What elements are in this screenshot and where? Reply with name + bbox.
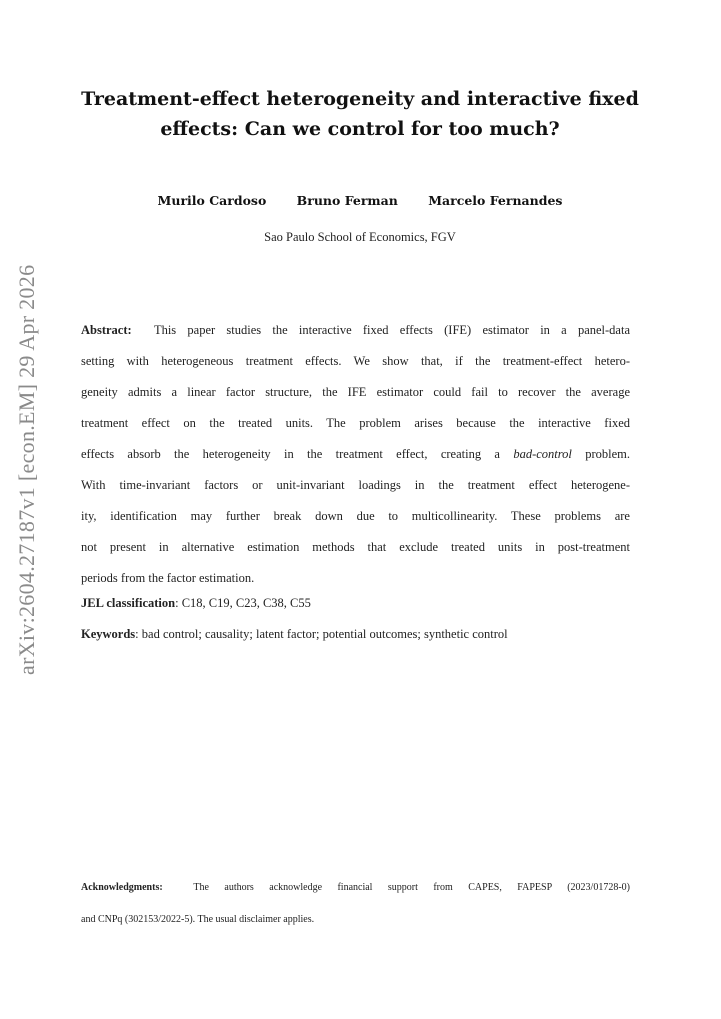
abstract-line (81, 315, 630, 346)
acknowledgments-label: Acknowledgments: (81, 882, 163, 893)
abstract-line: not present in alternative estimation methods that exclude treated units in post-treatment (81, 540, 630, 554)
abstract-label: Abstract: (81, 323, 132, 337)
abstract-line: periods from the factor estimation. (81, 571, 255, 585)
acknowledgments-line (81, 872, 630, 904)
abstract-line: geneity admits a linear factor structure, the IFE estimator could fail to recover the average (81, 385, 630, 399)
abstract-line: ity, identification may further break down due to multicollinearity. These problems are (81, 509, 630, 523)
author-list (60, 193, 660, 208)
paper-title (60, 84, 660, 144)
abstract-text: effects absorb the heterogeneity in the treatment effect, creating a (81, 447, 500, 461)
keywords (81, 627, 508, 642)
keywords-label: Keywords (81, 627, 136, 641)
title-line-1: Treatment-effect heterogeneity and interactive fixed (81, 88, 639, 110)
title-line-2: effects: Can we control for too much? (160, 118, 560, 140)
acknowledgments-text: The authors acknowledge financial support from CAPES, FAPESP (2023/01728-0) (193, 882, 630, 893)
abstract-text: problem. (585, 447, 630, 461)
abstract-text: This paper studies the interactive fixed effects (IFE) estimator in a panel-data (153, 323, 630, 337)
acknowledgments (81, 872, 630, 936)
acknowledgments-line: and CNPq (302153/2022-5). The usual disclaimer applies. (81, 914, 315, 925)
jel-label: JEL classification (81, 596, 176, 610)
arxiv-identifier-stamp: arXiv:2604.27187v1 [econ.EM] 29 Apr 2026 (14, 264, 39, 675)
affiliation: Sao Paulo School of Economics, FGV (264, 230, 456, 244)
abstract-line: setting with heterogeneous treatment effects. We show that, if the treatment-effect hetero- (81, 354, 630, 368)
abstract-line: treatment effect on the treated units. The problem arises because the interactive fixed (81, 416, 630, 430)
author-name: Marcelo Fernandes (428, 193, 563, 208)
abstract-line (81, 439, 630, 470)
bad-control-term: bad-control (513, 447, 572, 461)
jel-classification (81, 596, 311, 611)
abstract (81, 315, 630, 594)
author-name: Bruno Ferman (296, 193, 398, 208)
abstract-line: With time-invariant factors or unit-invariant loadings in the treatment effect heterogene- (81, 478, 630, 492)
author-name: Murilo Cardoso (157, 193, 267, 208)
jel-codes: : C18, C19, C23, C38, C55 (175, 596, 311, 610)
keywords-list: : bad control; causality; latent factor; potential outcomes; synthetic control (135, 627, 508, 641)
